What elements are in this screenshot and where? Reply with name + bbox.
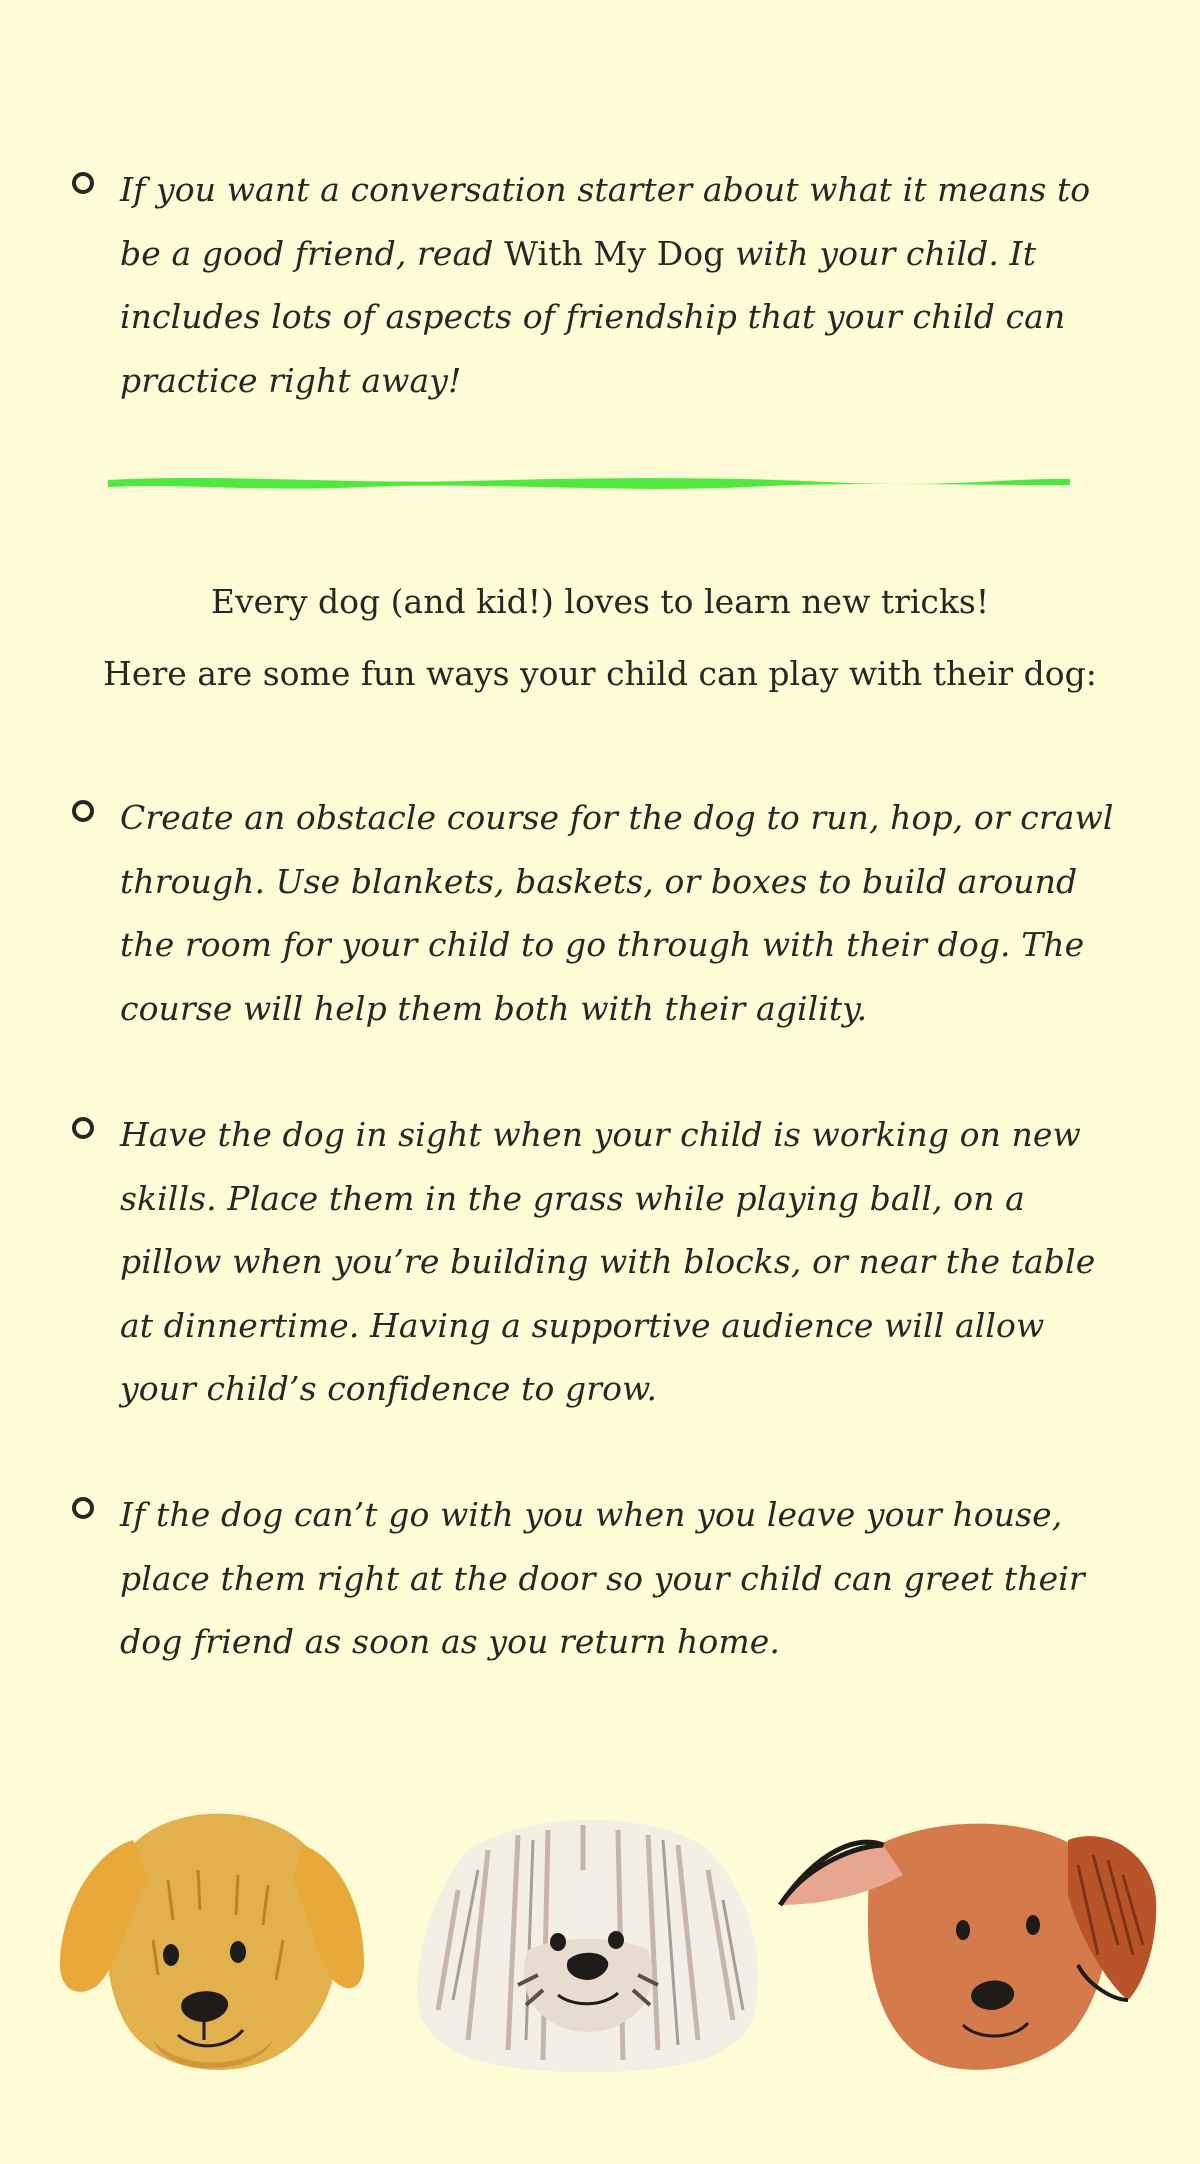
bullet-text: If the dog can’t go with you when you leave your house, place them right at the door so your child can greet their dog friend as soon as you return home. bbox=[120, 1495, 1085, 1661]
shaggy-white-dog-icon bbox=[408, 1810, 768, 2080]
bullet-text bbox=[120, 158, 1130, 412]
bullet-text: Create an obstacle course for the dog to run, hop, or crawl through. Use blankets, baskets, or boxes to build around the room for your child to go through with their dog. The course will help them both with their agility. bbox=[120, 798, 1114, 1028]
green-divider bbox=[106, 470, 1072, 492]
bullet-circle-icon bbox=[72, 1497, 94, 1519]
intro-line-2: Here are some fun ways your child can play with their dog: bbox=[103, 654, 1097, 693]
book-title: With My Dog bbox=[504, 233, 725, 273]
red-dog-icon bbox=[778, 1805, 1158, 2085]
bullet-circle-icon bbox=[72, 800, 94, 822]
bullet-text-before: If you want a conversation starter about what it means to be a good friend, read bbox=[120, 170, 1091, 273]
golden-dog-icon bbox=[58, 1790, 368, 2080]
intro-line-1: Every dog (and kid!) loves to learn new tricks! bbox=[210, 582, 990, 621]
bullet-circle-icon bbox=[72, 1117, 94, 1139]
bullet-circle-icon bbox=[72, 172, 94, 194]
bullet-text: Have the dog in sight when your child is working on new skills. Place them in the grass while playing ball, on a pillow when you’re building with blocks, or near the table at dinnertime. Having a supportive audience will allow your child’s confidence to grow. bbox=[120, 1115, 1096, 1408]
bullet-text-after: with your child. It includes lots of aspects of friendship that your child can practice right away! bbox=[120, 233, 1066, 400]
